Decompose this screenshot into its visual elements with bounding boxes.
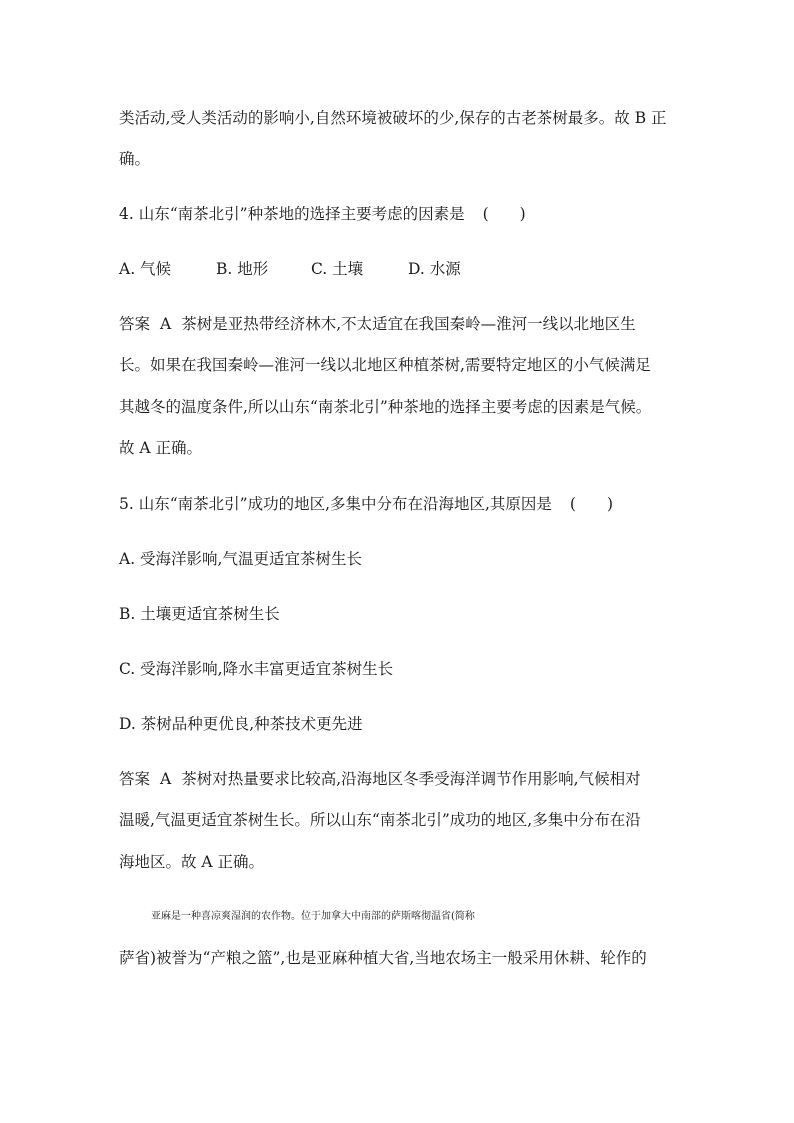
option-4a: A. 气候 [119, 260, 172, 278]
passage-line-1: 亚麻是一种喜凉爽湿润的农作物。位于加拿大中南部的萨斯喀彻温省(简称 [151, 911, 475, 922]
answer-4-line-3: 其越冬的温度条件,所以山东“南茶北引”种茶地的选择主要考虑的因素是气候。 [119, 398, 652, 416]
question-4-stem [119, 204, 679, 224]
option-5b: B. 土壤更适宜茶树生长 [119, 605, 280, 623]
option-5a: A. 受海洋影响,气温更适宜茶树生长 [119, 550, 362, 568]
passage-line-2: 萨省)被誉为“产粮之篮”,也是亚麻种植大省,当地农场主一般采用休耕、轮作的 [119, 949, 647, 967]
answer-4-label: 答案 [119, 315, 151, 333]
question-5-bracket: ( ) [569, 495, 614, 513]
answer-5-label: 答案 [119, 770, 151, 788]
question-5-stem [119, 494, 679, 514]
answer-4-line-2: 长。如果在我国秦岭—淮河一线以北地区种植茶树,需要特定地区的小气候满足 [119, 356, 651, 374]
answer-5-line-1: 答案 A 茶树对热量要求比较高,沿海地区冬季受海洋调节作用影响,气候相对 [119, 770, 641, 788]
question-4-bracket: ( ) [482, 205, 526, 223]
prev-answer-line-1: 类活动,受人类活动的影响小,自然环境被破坏的少,保存的古老茶树最多。故 B 正 [119, 109, 667, 127]
answer-4-line-1: 答案 A 茶树是亚热带经济林木,不太适宜在我国秦岭—淮河一线以北地区生 [119, 315, 636, 333]
question-5-text: 5. 山东“南茶北引”成功的地区,多集中分布在沿海地区,其原因是 [119, 495, 552, 513]
answer-5-choice: A [160, 770, 172, 788]
option-4c: C. 土壤 [311, 260, 364, 278]
answer-5-line-3: 海地区。故 A 正确。 [119, 853, 265, 871]
answer-4-line-4: 故 A 正确。 [119, 439, 203, 457]
answer-5-line-2: 温暖,气温更适宜茶树生长。所以山东“南茶北引”成功的地区,多集中分布在沿 [119, 811, 641, 829]
option-4b: B. 地形 [216, 260, 269, 278]
option-4d: D. 水源 [408, 260, 461, 278]
question-4-text: 4. 山东“南茶北引”种茶地的选择主要考虑的因素是 [119, 205, 465, 223]
prev-answer-line-2: 确。 [119, 150, 151, 168]
option-5d: D. 茶树品种更优良,种茶技术更先进 [119, 715, 363, 733]
answer-4-choice: A [160, 315, 172, 333]
option-5c: C. 受海洋影响,降水丰富更适宜茶树生长 [119, 660, 394, 678]
